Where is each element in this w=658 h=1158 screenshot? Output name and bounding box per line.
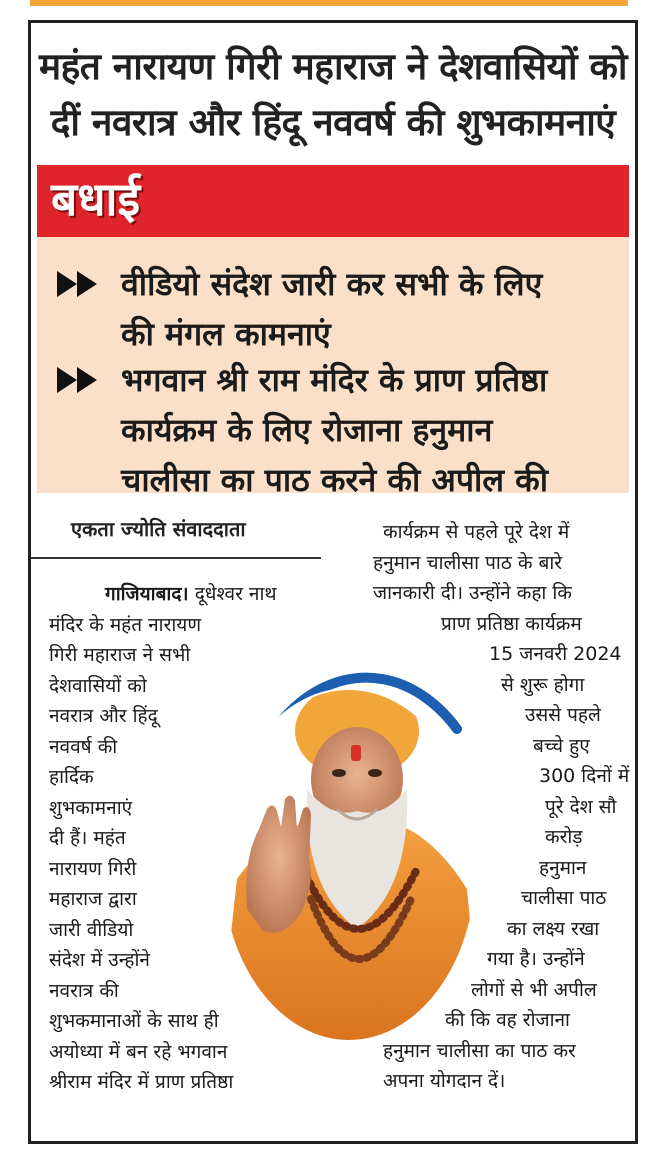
body-line: 300 दिनों में — [539, 765, 630, 787]
body-line: जानकारी दी। उन्होंने कहा कि — [373, 582, 572, 604]
body-line: नारायण गिरी — [49, 857, 137, 880]
body-line: कार्यक्रम से पहले पूरे देश में — [383, 521, 570, 543]
saint-portrait-illustration — [207, 659, 483, 1059]
dateline: गाजियाबाद। — [105, 583, 189, 605]
body-line: हनुमान — [539, 856, 587, 879]
body-line: चालीसा पाठ — [521, 887, 607, 909]
badhai-label: बधाई — [51, 172, 141, 226]
body-line: अपना योगदान दें। — [383, 1070, 506, 1092]
highlight-line: कार्यक्रम के लिए रोजाना हनुमान — [121, 411, 493, 449]
double-arrow-icon — [57, 271, 99, 297]
headline-line-1: महंत नारायण गिरी महाराज ने देशवासियों को — [39, 45, 627, 88]
highlight-line: वीडियो संदेश जारी कर सभी के लिए — [121, 265, 543, 303]
body-line: गिरी महाराज ने सभी — [49, 644, 191, 666]
portrait-photo — [207, 659, 483, 1059]
top-accent-bar — [0, 0, 658, 12]
body-line: लोगों से भी अपील — [471, 978, 597, 1001]
body-line: दूधेश्वर नाथ — [194, 583, 277, 605]
highlight-line: चालीसा का पाठ करने की अपील की — [121, 461, 549, 499]
body-line: का लक्ष्य रखा — [507, 917, 600, 940]
body-line: हार्दिक — [49, 766, 94, 788]
body-line: जारी वीडियो — [49, 918, 134, 941]
body-line: करोड़ — [545, 826, 583, 848]
body-line: नववर्ष की — [49, 735, 118, 758]
body-line: हनुमान चालीसा का पाठ कर — [383, 1039, 576, 1062]
highlight-line: की मंगल कामनाएं — [121, 315, 331, 353]
body-line: बच्चे हुए — [533, 734, 590, 757]
body-line: शुभकामनाएं — [49, 796, 133, 819]
body-line: की कि वह रोजाना — [445, 1009, 570, 1031]
double-arrow-icon — [57, 367, 99, 393]
body-line: उससे पहले — [525, 704, 601, 726]
highlights-box — [37, 237, 629, 499]
body-line: गया है। उन्होंने — [487, 948, 585, 970]
news-article — [28, 20, 638, 1144]
body-line: अयोध्या में बन रहे भगवान — [49, 1040, 228, 1063]
badhai-banner — [37, 165, 629, 237]
byline-divider — [31, 557, 321, 559]
body-line: से शुरू होगा — [501, 673, 585, 696]
body-line: पूरे देश सौ — [545, 795, 617, 818]
headline-line-2: दीं नवरात्र और हिंदू नववर्ष की शुभकामनाएं — [50, 101, 616, 144]
body-line: संदेश में उन्होंने — [49, 949, 150, 971]
byline: एकता ज्योति संवाददाता — [71, 517, 246, 541]
body-line: दी हैं। महंत — [49, 827, 126, 849]
body-line: नवरात्र की — [49, 979, 119, 1002]
body-line: महाराज द्वारा — [49, 888, 137, 910]
body-line: नवरात्र और हिंदू — [49, 705, 158, 727]
body-line: हनुमान चालीसा पाठ के बारे — [373, 551, 563, 574]
body-line: देशवासियों को — [49, 674, 147, 697]
body-line: प्राण प्रतिष्ठा कार्यक्रम — [441, 612, 582, 635]
body-line: शुभकमानाओं के साथ ही — [49, 1010, 219, 1032]
highlight-line: भगवान श्री राम मंदिर के प्राण प्रतिष्ठा — [121, 361, 548, 399]
body-line: मंदिर के महंत नारायण — [49, 613, 202, 636]
headline — [31, 39, 635, 151]
body-line: 15 जनवरी 2024 — [489, 643, 622, 665]
body-line: श्रीराम मंदिर में प्राण प्रतिष्ठा — [49, 1071, 234, 1093]
highlight-item — [57, 259, 617, 359]
highlight-item — [57, 355, 617, 505]
